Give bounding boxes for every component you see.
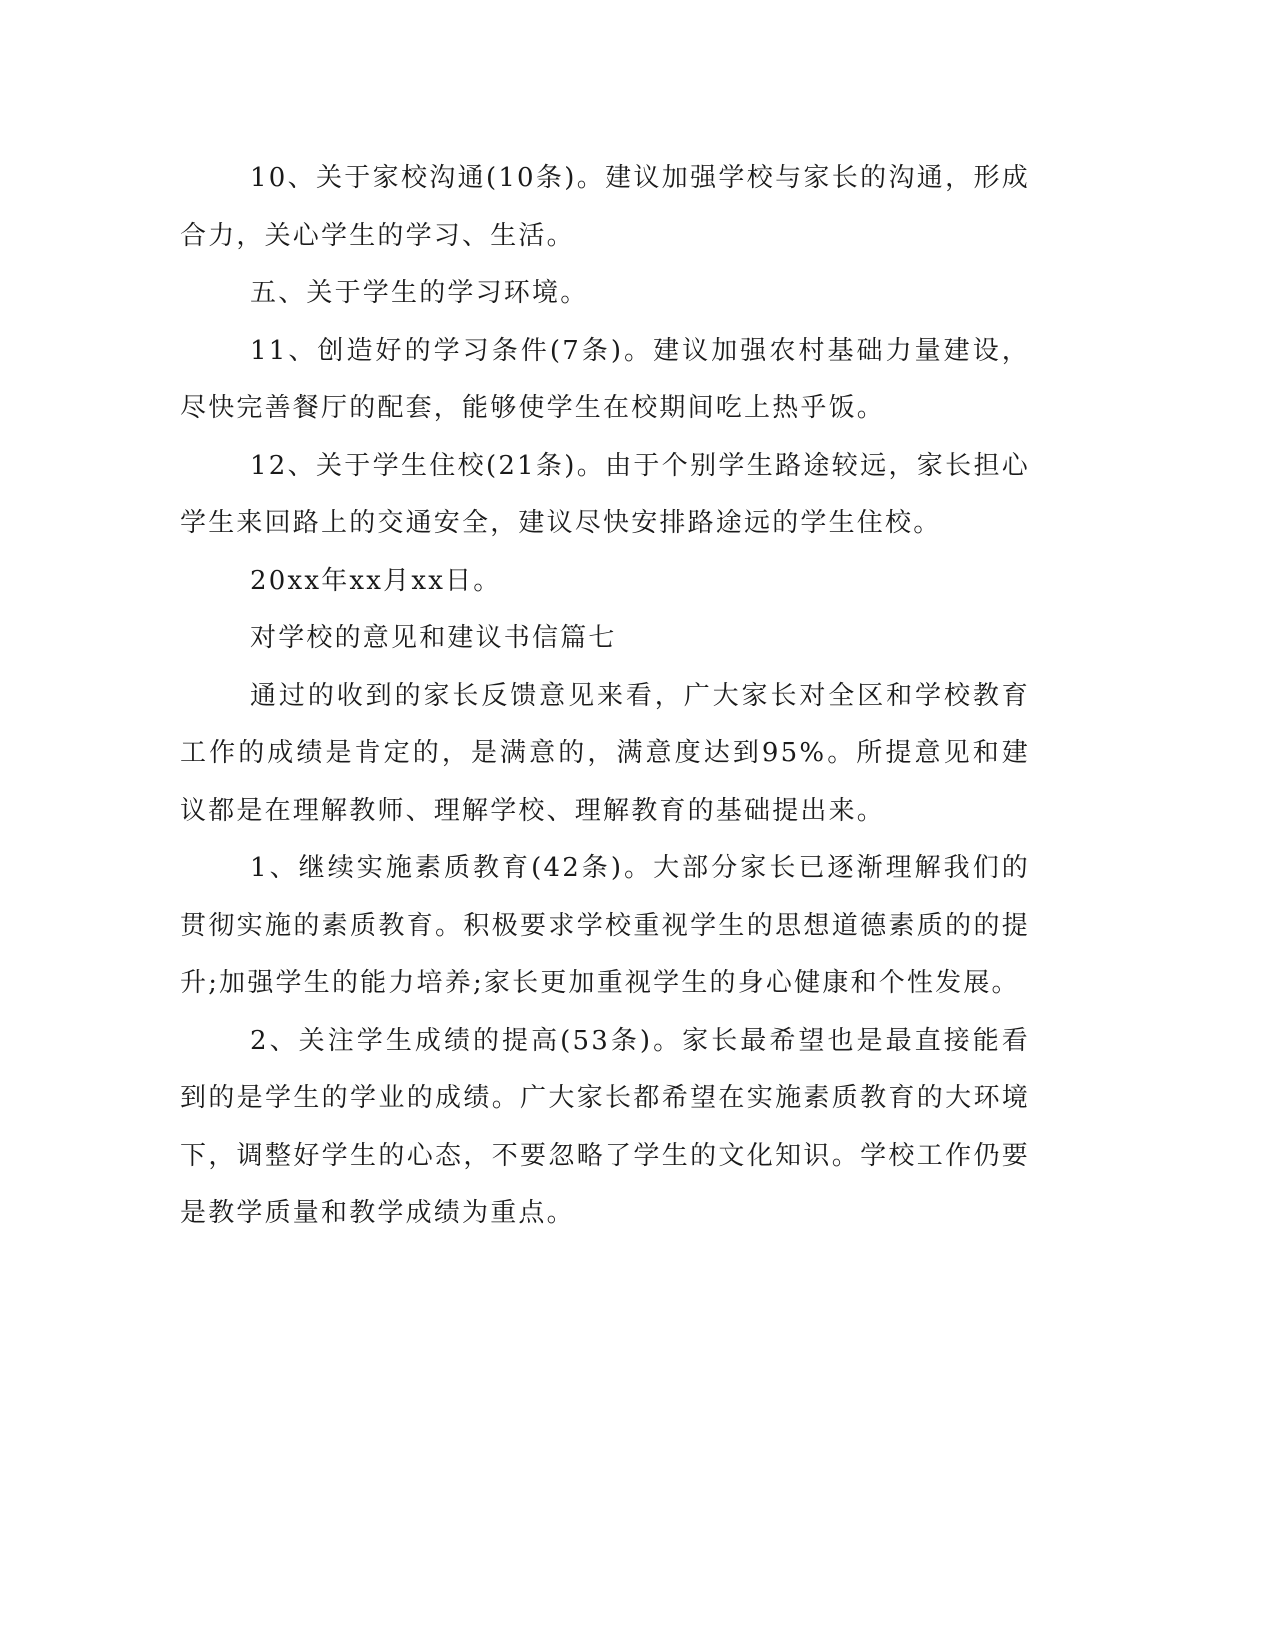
document-body bbox=[180, 150, 1030, 1243]
paragraph-boarding: 12、关于学生住校(21条)。由于个别学生路途较远，家长担心学生来回路上的交通安全，建议尽快安排路途远的学生住校。 bbox=[180, 450, 1030, 538]
paragraph-learning-conditions: 11、创造好的学习条件(7条)。建议加强农村基础力量建设，尽快完善餐厅的配套，能够使学生在校期间吃上热乎饭。 bbox=[180, 335, 1030, 423]
paragraph-quality-education: 1、继续实施素质教育(42条)。大部分家长已逐渐理解我们的贯彻实施的素质教育。积极要求学校重视学生的思想道德素质的的提升;加强学生的能力培养;家长更加重视学生的身心健康和个性发展。 bbox=[180, 853, 1030, 998]
paragraph-academic-performance: 2、关注学生成绩的提高(53条)。家长最希望也是最直接能看到的是学生的学业的成绩。广大家长都希望在实施素质教育的大环境下，调整好学生的心态，不要忽略了学生的文化知识。学校工作仍要是教学质量和教学成绩为重点。 bbox=[180, 1025, 1030, 1228]
section-heading-learning-environment: 五、关于学生的学习环境。 bbox=[250, 278, 589, 308]
date-line: 20xx年xx月xx日。 bbox=[250, 565, 502, 596]
section-title-letter-seven: 对学校的意见和建议书信篇七 bbox=[250, 623, 617, 653]
paragraph-home-school-communication: 10、关于家校沟通(10条)。建议加强学校与家长的沟通，形成合力，关心学生的学习、生活。 bbox=[180, 163, 1030, 251]
paragraph-feedback-summary: 通过的收到的家长反馈意见来看，广大家长对全区和学校教育工作的成绩是肯定的，是满意的，满意度达到95%。所提意见和建议都是在理解教师、理解学校、理解教育的基础提出来。 bbox=[180, 680, 1030, 826]
